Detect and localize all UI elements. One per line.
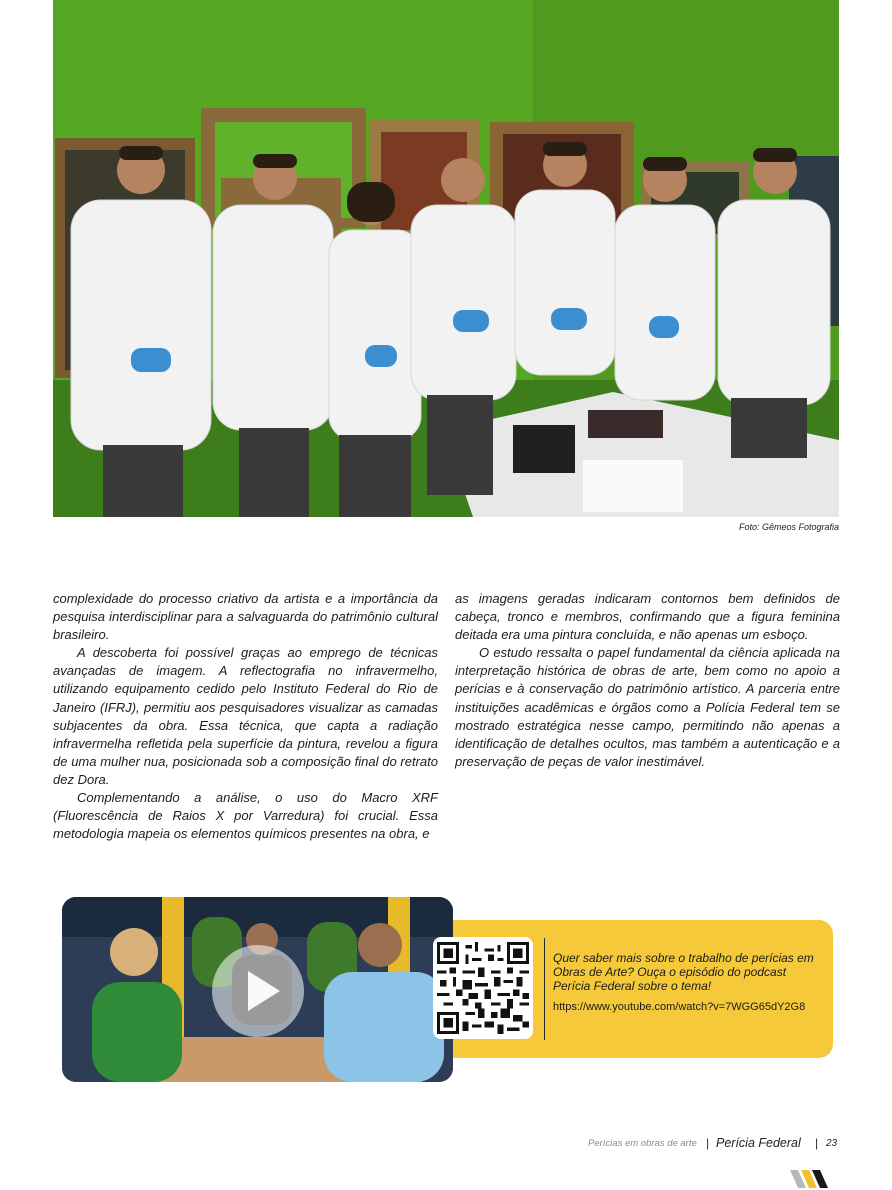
podcast-promo-text: Quer saber mais sobre o trabalho de perícias em Obras de Arte? Ouça o episódio do podcast Perícia Federal sobre o tema! <box>553 951 814 993</box>
article-column-left <box>53 590 438 843</box>
article-column-right <box>455 590 840 771</box>
team-photo <box>53 0 839 517</box>
paragraph: Complementando a análise, o uso do Macro XRF (Fluorescência de Raios X por Varredura) foi crucial. Essa metodologia mapeia os elementos químicos presentes na obra, e <box>53 790 438 842</box>
play-button[interactable] <box>212 945 304 1037</box>
qr-code[interactable] <box>433 937 533 1039</box>
footer-separator: | <box>815 1136 819 1150</box>
paragraph: A descoberta foi possível graças ao emprego de técnicas avançadas de imagem. A reflectografia no infravermelho, utilizando equipamento cedido pelo Instituto Federal do Rio de Janeiro (IFRJ), permitiu aos pesquisadores visualizar as camadas subjacentes da obra. Essa técnica, que capta a radiação infravermelha refletida pela superfície da pintura, revelou a figura de uma mulher nua, posicionada sob a composição final do retrato dez Dora. <box>53 645 438 787</box>
podcast-link[interactable]: https://www.youtube.com/watch?v=7WGG65dY2G8 <box>553 1001 806 1013</box>
divider <box>544 938 545 1040</box>
paragraph: O estudo ressalta o papel fundamental da ciência aplicada na interpretação histórica de obras de arte, bem como no apoio a perícias e à conservação do patrimônio artístico. A parceria entre instituições acadêmicas e órgãos como a Polícia Federal tem se mostrado estratégica nesse campo, permitindo não apenas a identificação de detalhes ocultos, mas também a autenticação e a preservação de peças de valor inestimável. <box>455 645 840 769</box>
brand-stripes-icon <box>790 1170 834 1190</box>
footer-section-title: Perícias em obras de arte <box>588 1138 697 1149</box>
footer-magazine-title: Perícia Federal <box>716 1136 801 1150</box>
paragraph: complexidade do processo criativo da artista e a importância da pesquisa interdisciplinar para a salvaguarda do patrimônio cultural brasileiro. <box>53 591 438 643</box>
photo-caption: Foto: Gêmeos Fotografia <box>738 522 839 532</box>
page-number: 23 <box>826 1138 838 1149</box>
play-icon <box>248 971 280 1011</box>
footer-separator: | <box>706 1136 710 1150</box>
paragraph: as imagens geradas indicaram contornos bem definidos de cabeça, tronco e membros, confirmando que a figura feminina deitada era uma pintura concluída, e não apenas um esboço. <box>455 591 840 643</box>
